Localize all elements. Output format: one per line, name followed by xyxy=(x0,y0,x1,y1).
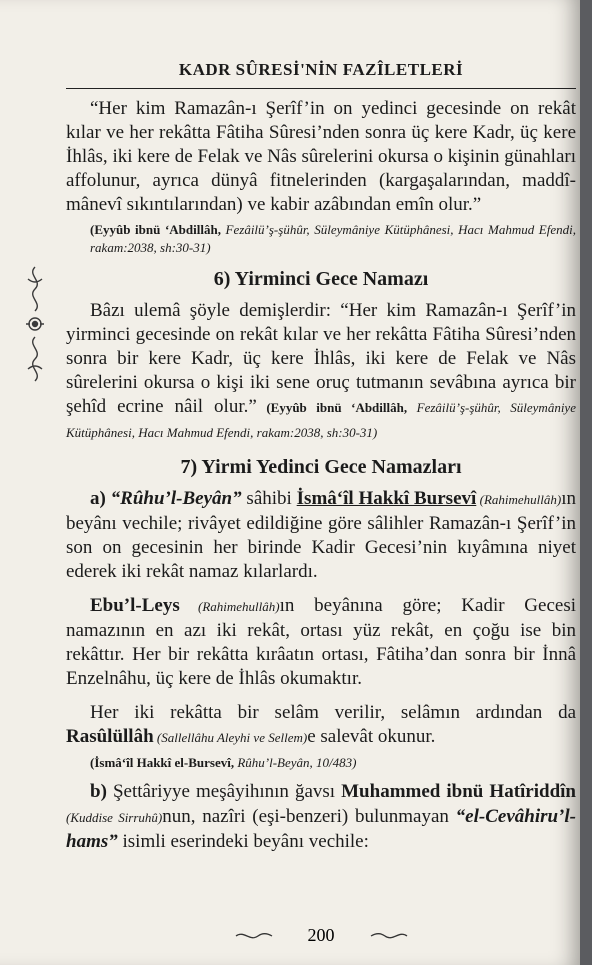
text-span: e salevât okunur. xyxy=(307,726,436,747)
page-content xyxy=(66,58,576,854)
left-flourish-icon xyxy=(234,930,274,942)
text-span: Şettâriyye meşâyihının ğavsı xyxy=(112,781,342,802)
citation-author: (Eyyûb ibnü ‘Abdillâh, xyxy=(256,400,408,415)
author-name: Muhammed ibnü Hatîriddîn xyxy=(341,781,577,802)
page-number: 200 xyxy=(307,925,335,945)
source-citation xyxy=(66,221,576,257)
vertical-ornament-icon xyxy=(22,265,48,383)
section-7-paragraph-3 xyxy=(66,701,576,750)
section-heading-6: 6) Yirminci Gece Namazı xyxy=(213,268,429,290)
honorific: (Rahimehullâh) xyxy=(476,492,562,507)
quote-paragraph: “Her kim Ramazân-ı Şerîf’in on yedinci gecesinde on rekât kılar ve her rekâtta Fâtiha Sûresi’nden sonra üç kere Kadr, üç kere İhlâs, iki kere de Felak ve Nâs sûrelerini okursa o kişinin günahları affolunur, ayrıca dünyâ fitnelerinden (kargaşalarından, maddî-mânevî sıkıntılarından) ve kabir azâbından emîn olur.” xyxy=(66,98,576,215)
citation-details: Fezâilü’ş-şühûr, Süleymâniye Kütüphânesi, Hacı Mahmud Efendi, rakam:2038, sh:30-31) xyxy=(66,400,576,440)
citation-details: Rûhu’l-Beyân, 10/483) xyxy=(234,755,357,770)
running-header: KADR SÛRESİ'NİN FAZÎLETLERİ xyxy=(66,58,576,89)
section-7-paragraph-b xyxy=(66,780,576,854)
section-7-paragraph-a xyxy=(66,487,576,584)
author-name: İsmâ‘îl Hakkî Bursevî xyxy=(296,488,477,509)
item-label-b: b) xyxy=(90,781,113,802)
text-span: sâhibi xyxy=(241,488,297,509)
author-name: Ebu’l-Leys xyxy=(90,595,180,616)
work-title: “el-Cevâhiru’l-hams” xyxy=(66,806,576,852)
section-heading-7: 7) Yirmi Yedinci Gece Namazları xyxy=(180,456,462,478)
text-span: ın beyânına göre; Kadir Gecesi namazının en azı iki rekât, ortası yüz rekât, en çoğu ise bin rekâttır. Her bir rekâtta kırâatın ortası, Fâtiha’dan sonra bir İnnâ Enzelnâhu, üç kere de İhlâs okumaktır. xyxy=(66,595,576,689)
text-span: ın beyânı vechile; rivâyet edildiğine göre sâlihler Ramazân-ı Şerîf’in son on gecesinin her birinde Kadir Gecesi’nin kıyâmına niyet ederek iki rekât namaz kılarlardı. xyxy=(66,488,577,582)
citation-details: Fezâilü’ş-şühûr, Süleymâniye Kütüphânesi, Hacı Mahmud Efendi, rakam:2038, sh:30-31) xyxy=(90,222,576,255)
right-flourish-icon xyxy=(369,930,409,942)
item-label-a: a) xyxy=(90,488,111,509)
source-citation xyxy=(66,754,576,772)
citation-author: (İsmâ‘îl Hakkî el-Bursevî, xyxy=(90,755,235,770)
honorific: (Kuddise Sirruhû) xyxy=(66,810,163,825)
prophet-name: Rasûlüllâh xyxy=(66,726,154,747)
honorific: (Sallellâhu Aleyhi ve Sellem) xyxy=(153,730,308,745)
honorific: (Rahimehullâh) xyxy=(179,599,280,614)
page-footer xyxy=(66,925,576,946)
citation-author: (Eyyûb ibnü ‘Abdillâh, xyxy=(90,222,221,237)
text-span: Her iki rekâtta bir selâm verilir, selâmın ardından da xyxy=(90,702,576,723)
section-7-paragraph-2 xyxy=(66,594,576,691)
section-6-text: Bâzı ulemâ şöyle demişlerdir: “Her kim Ramazân-ı Şerîf’in yirminci gecesinde on rekât kılar ve her rekâtta Fâtiha Sûresi’nden sonra bir kere Kadr, üç kere İhlâs, iki kere de Felak ve Nâs sûrelerini okursa o kişi iki sene oruç tutmanın sevâbına ayrıca bir şehîd ecrine nâil olur.” xyxy=(66,300,576,417)
text-span: nun, nazîri (eşi-benzeri) bulunmayan xyxy=(162,806,456,827)
section-6-paragraph xyxy=(66,299,576,445)
text-span: isimli eserindeki beyânı vechile: xyxy=(117,831,369,852)
work-title: “Rûhu’l-Beyân” xyxy=(110,488,242,509)
